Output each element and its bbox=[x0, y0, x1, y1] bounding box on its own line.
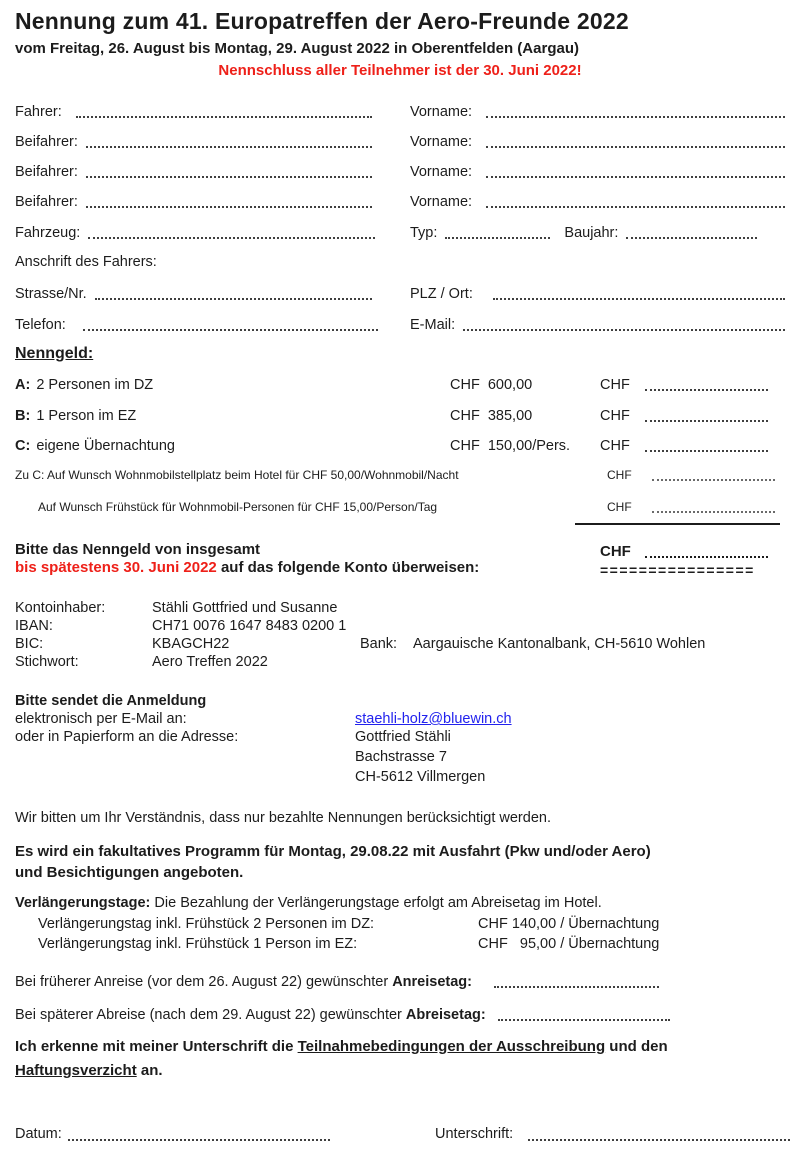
fahrzeug-field bbox=[88, 237, 375, 239]
payment-deadline: bis spätestens 30. Juni 2022 bbox=[15, 559, 217, 576]
beifahrer-label: Beifahrer: bbox=[15, 194, 78, 210]
nenngeld-heading: Nenngeld: bbox=[15, 345, 94, 362]
vorname-field bbox=[486, 206, 785, 208]
departure-date-field bbox=[498, 1019, 670, 1021]
option-a-currency: CHF bbox=[600, 377, 630, 393]
row-beifahrer-2 bbox=[15, 162, 785, 182]
address-heading: Anschrift des Fahrers: bbox=[15, 254, 157, 270]
total-currency: CHF bbox=[600, 543, 631, 560]
vorname-label: Vorname: bbox=[410, 134, 473, 150]
page-subtitle: vom Freitag, 26. August bis Montag, 29. August 2022 in Oberentfelden (Aargau) bbox=[15, 40, 579, 57]
arrival-bold-label: Anreisetag: bbox=[392, 974, 472, 990]
payment-total-row bbox=[600, 542, 768, 562]
vorname-field bbox=[486, 116, 785, 118]
total-double-underline: ================ bbox=[600, 562, 755, 578]
option-b-price: CHF 385,00 bbox=[450, 408, 533, 424]
zu-c-row-2 bbox=[0, 498, 800, 518]
extension-desc-1: Verlängerungstag inkl. Frühstück 2 Personen im DZ: bbox=[38, 916, 375, 932]
option-c-desc: eigene Übernachtung bbox=[36, 438, 175, 454]
option-c-key: C: bbox=[15, 438, 31, 454]
departure-row bbox=[15, 1005, 775, 1025]
option-c-currency: CHF bbox=[600, 438, 630, 454]
option-a-amount-field bbox=[645, 389, 768, 391]
plz-ort-field bbox=[493, 298, 785, 300]
extension-desc-2: Verlängerungstag inkl. Frühstück 1 Person im EZ: bbox=[38, 936, 358, 952]
option-b-desc: 1 Person im EZ bbox=[36, 408, 137, 424]
fahrer-field bbox=[76, 116, 372, 118]
stichwort-value: Aero Treffen 2022 bbox=[152, 654, 268, 670]
zu-c-amount-field-2 bbox=[652, 511, 775, 513]
option-a-key: A: bbox=[15, 377, 31, 393]
typ-field bbox=[445, 237, 550, 239]
option-b-currency: CHF bbox=[600, 408, 630, 424]
plz-ort-label: PLZ / Ort: bbox=[410, 286, 473, 302]
stichwort-label: Stichwort: bbox=[15, 654, 79, 670]
option-a-desc: 2 Personen im DZ bbox=[36, 377, 154, 393]
zu-c-text-2: Auf Wunsch Frühstück für Wohnmobil-Personen für CHF 15,00/Person/Tag bbox=[38, 500, 438, 514]
arrival-date-field bbox=[494, 986, 659, 988]
email-field bbox=[463, 329, 785, 331]
arrival-text: Bei früherer Anreise (vor dem 26. August 22) gewünschter bbox=[15, 974, 393, 990]
unterschrift-label: Unterschrift: bbox=[435, 1126, 514, 1142]
zu-c-row-1 bbox=[0, 466, 800, 486]
email-label: E-Mail: bbox=[410, 317, 456, 333]
payment-instruction: auf das folgende Konto überweisen: bbox=[216, 559, 480, 576]
iban-label: IBAN: bbox=[15, 618, 53, 634]
typ-label: Typ: bbox=[410, 225, 438, 241]
fahrer-label: Fahrer: bbox=[15, 104, 62, 120]
submission-heading: Bitte sendet die Anmeldung bbox=[15, 693, 207, 709]
extension-amount-1: CHF 140,00 / Übernachtung bbox=[478, 916, 660, 932]
row-strasse bbox=[15, 284, 785, 304]
beifahrer-field bbox=[86, 146, 372, 148]
nenngeld-row-b bbox=[15, 406, 768, 426]
submission-post-label: oder in Papierform an die Adresse: bbox=[15, 729, 239, 745]
extension-intro: Die Bezahlung der Verlängerungstage erfolgt am Abreisetag im Hotel. bbox=[150, 895, 602, 911]
payment-line-1: Bitte das Nenngeld von insgesamt bbox=[15, 541, 261, 558]
arrival-row bbox=[15, 972, 775, 992]
extension-amount-2: CHF 95,00 / Übernachtung bbox=[478, 936, 660, 952]
fahrzeug-label: Fahrzeug: bbox=[15, 225, 81, 241]
declaration-underline-1: Teilnahmebedingungen der Ausschreibung bbox=[297, 1038, 606, 1055]
zu-c-text-1: Zu C: Auf Wunsch Wohnmobilstellplatz beim Hotel für CHF 50,00/Wohnmobil/Nacht bbox=[15, 468, 459, 482]
extension-heading bbox=[15, 895, 602, 911]
nenngeld-row-a bbox=[15, 375, 768, 395]
program-note-line-2: und Besichtigungen angeboten. bbox=[15, 864, 244, 881]
option-b-amount-field bbox=[645, 420, 768, 422]
postal-name: Gottfried Stähli bbox=[355, 729, 451, 745]
baujahr-label: Baujahr: bbox=[564, 225, 619, 241]
option-b-key: B: bbox=[15, 408, 31, 424]
email-link[interactable]: staehli-holz@bluewin.ch bbox=[355, 711, 512, 727]
extension-label: Verlängerungstage: bbox=[15, 895, 151, 911]
payment-line-2 bbox=[15, 559, 479, 577]
telefon-label: Telefon: bbox=[15, 317, 66, 333]
vorname-field bbox=[486, 146, 785, 148]
datum-label: Datum: bbox=[15, 1126, 62, 1142]
departure-bold-label: Abreisetag: bbox=[405, 1007, 486, 1023]
vorname-label: Vorname: bbox=[410, 164, 473, 180]
beifahrer-field bbox=[86, 176, 372, 178]
declaration-part-1: Ich erkenne mit meiner Unterschrift die bbox=[15, 1038, 298, 1055]
zu-c-currency-1: CHF bbox=[607, 468, 632, 482]
beifahrer-field bbox=[86, 206, 372, 208]
signature-row bbox=[0, 1124, 800, 1146]
option-a-price: CHF 600,00 bbox=[450, 377, 533, 393]
declaration-line-1 bbox=[15, 1036, 668, 1057]
kontoinhaber-label: Kontoinhaber: bbox=[15, 600, 106, 616]
kontoinhaber-value: Stähli Gottfried und Susanne bbox=[152, 600, 338, 616]
row-beifahrer-3 bbox=[15, 192, 785, 212]
paid-note: Wir bitten um Ihr Verständnis, dass nur bezahlte Nennungen berücksichtigt werden. bbox=[15, 810, 551, 826]
row-fahrzeug bbox=[15, 223, 785, 243]
bank-label: Bank: bbox=[360, 636, 398, 652]
declaration-underline-2: Haftungsverzicht bbox=[15, 1062, 137, 1079]
iban-value: CH71 0076 1647 8483 0200 1 bbox=[152, 618, 347, 634]
bic-label: BIC: bbox=[15, 636, 44, 652]
postal-street: Bachstrasse 7 bbox=[355, 749, 447, 765]
row-beifahrer-1 bbox=[15, 132, 785, 152]
total-amount-field bbox=[645, 556, 768, 558]
declaration-part-3: an. bbox=[136, 1062, 163, 1079]
strasse-label: Strasse/Nr. bbox=[15, 286, 87, 302]
option-c-amount-field bbox=[645, 450, 768, 452]
program-note-line-1: Es wird ein fakultatives Programm für Montag, 29.08.22 mit Ausfahrt (Pkw und/oder Aero) bbox=[15, 843, 651, 860]
declaration-part-2: und den bbox=[605, 1038, 668, 1055]
extension-line-2 bbox=[38, 936, 659, 952]
beifahrer-label: Beifahrer: bbox=[15, 164, 78, 180]
strasse-field bbox=[95, 298, 372, 300]
zu-c-amount-field-1 bbox=[652, 479, 775, 481]
row-telefon bbox=[15, 315, 785, 335]
datum-field bbox=[68, 1139, 330, 1141]
page-title: Nennung zum 41. Europatreffen der Aero-Freunde 2022 bbox=[15, 8, 629, 34]
submission-email-label: elektronisch per E-Mail an: bbox=[15, 711, 187, 727]
zu-c-currency-2: CHF bbox=[607, 500, 632, 514]
vorname-field bbox=[486, 176, 785, 178]
nenngeld-row-c bbox=[15, 436, 768, 456]
option-c-price: CHF 150,00/Pers. bbox=[450, 438, 571, 454]
departure-text: Bei späterer Abreise (nach dem 29. August 22) gewünschter bbox=[15, 1007, 406, 1023]
bic-value: KBAGCH22 bbox=[152, 636, 230, 652]
vorname-label: Vorname: bbox=[410, 194, 473, 210]
deadline-notice: Nennschluss aller Teilnehmer ist der 30. Juni 2022! bbox=[218, 62, 582, 79]
subtotal-rule bbox=[575, 523, 780, 525]
postal-city: CH-5612 Villmergen bbox=[355, 769, 486, 785]
bank-value: Aargauische Kantonalbank, CH-5610 Wohlen bbox=[413, 636, 706, 652]
vorname-label: Vorname: bbox=[410, 104, 473, 120]
extension-line-1 bbox=[38, 916, 659, 932]
telefon-field bbox=[83, 329, 378, 331]
beifahrer-label: Beifahrer: bbox=[15, 134, 78, 150]
declaration-line-2 bbox=[15, 1060, 163, 1081]
row-fahrer bbox=[15, 102, 785, 122]
baujahr-field bbox=[626, 237, 757, 239]
unterschrift-field bbox=[528, 1139, 790, 1141]
